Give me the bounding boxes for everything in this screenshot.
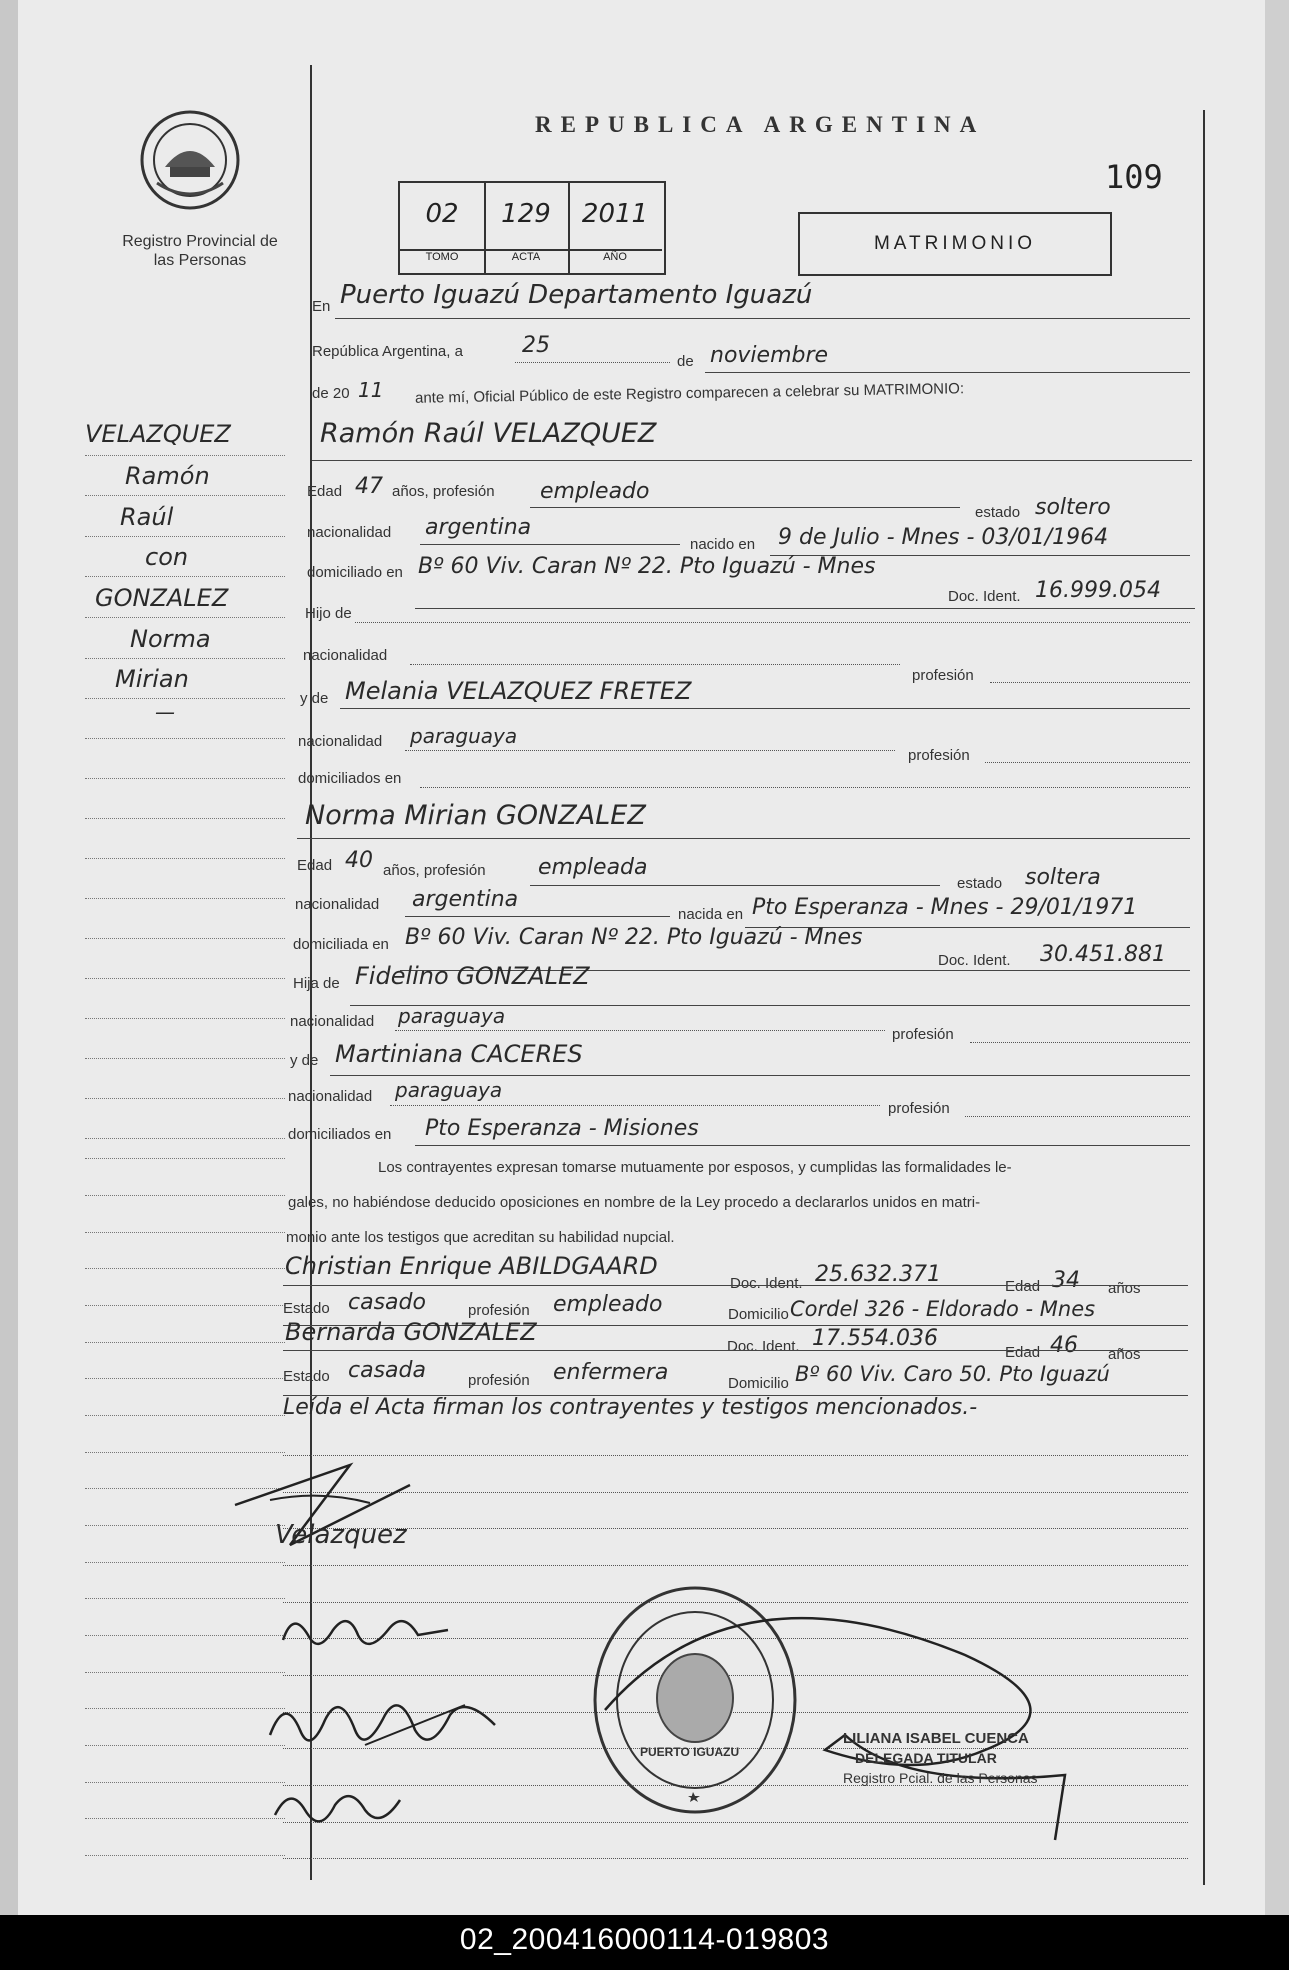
witness1-doc: 25.632.371 — [815, 1262, 941, 1287]
groom-domiciliados-label: domiciliados en — [298, 770, 402, 787]
officer-name: LILIANA ISABEL CUENCA — [843, 1730, 1029, 1747]
country-title: REPUBLICA ARGENTINA — [535, 112, 986, 137]
groom-padre-prof-label: profesión — [912, 667, 974, 684]
bride-madre-prof-line — [965, 1116, 1190, 1117]
day-line — [515, 362, 670, 363]
groom-edad-label: Edad — [307, 483, 343, 500]
stamp-place: PUERTO IGUAZU — [640, 1745, 740, 1759]
groom-nacionalidad: argentina — [425, 515, 532, 540]
record-id-box — [398, 181, 666, 275]
bride-nacionalidad-label: nacionalidad — [295, 896, 380, 913]
bride-padre-label: Hija de — [293, 975, 340, 992]
witness1-anios-label: años — [1108, 1280, 1141, 1297]
bride-domiciliados: Pto Esperanza - Misiones — [425, 1116, 699, 1141]
groom-padre-line — [355, 622, 1190, 623]
ceremony-month: noviembre — [710, 343, 829, 368]
groom-signature-text: Velazquez — [275, 1520, 407, 1550]
groom-madre-prof-line — [985, 762, 1190, 763]
bride-profesion: empleada — [538, 855, 648, 880]
margin-note-line: — — [155, 700, 175, 724]
bride-name-line — [297, 838, 1190, 839]
witness2-name: Bernarda GONZALEZ — [285, 1318, 537, 1346]
declaration-line: monio ante los testigos que acreditan su habilidad nupcial. — [286, 1229, 675, 1246]
witness2-anios-label: años — [1108, 1346, 1141, 1363]
de-label: de — [677, 353, 694, 370]
groom-nacionalidad-label: nacionalidad — [307, 524, 392, 541]
witness2-domicilio-label: Domicilio — [728, 1375, 789, 1392]
groom-domicilio-label: domiciliado en — [307, 564, 403, 581]
groom-madre-prof-label: profesión — [908, 747, 970, 764]
year-label: de 20 — [312, 385, 350, 402]
groom-padre-nac-label: nacionalidad — [303, 647, 388, 664]
tomo-cell — [400, 183, 486, 273]
margin-note-line: Raúl — [120, 503, 174, 531]
witness2-signature — [270, 1780, 410, 1845]
bride-nacionalidad: argentina — [412, 887, 519, 912]
witness1-profesion-label: profesión — [468, 1302, 530, 1319]
groom-dom-line — [415, 608, 1195, 609]
bride-doc-label: Doc. Ident. — [938, 952, 1011, 969]
bride-madre-nac-line — [390, 1105, 880, 1106]
groom-padre-label: Hijo de — [305, 605, 352, 622]
groom-madre: Melania VELAZQUEZ FRETEZ — [345, 677, 692, 705]
bride-estado: soltera — [1025, 865, 1101, 890]
country-label: República Argentina, a — [312, 343, 463, 360]
groom-madre-label: y de — [300, 690, 329, 707]
acta-label: ACTA — [484, 249, 568, 273]
groom-domicilio: Bº 60 Viv. Caran Nº 22. Pto Iguazú - Mnes — [418, 554, 876, 579]
ceremony-day: 25 — [522, 333, 550, 358]
witness2-estado-label: Estado — [283, 1368, 330, 1385]
bride-edad: 40 — [345, 848, 373, 873]
bride-name: Norma Mirian GONZALEZ — [305, 800, 646, 831]
place-line — [335, 318, 1190, 319]
witness2-edad-label: Edad — [1005, 1344, 1041, 1361]
margin-note-line: Ramón — [125, 462, 210, 490]
anio-cell — [568, 183, 662, 273]
groom-padre-nac-line — [410, 664, 900, 665]
groom-nacido-label: nacido en — [690, 536, 756, 553]
acta-value: 129 — [501, 199, 551, 229]
groom-profesion-line — [530, 507, 960, 508]
bride-madre-nac: paraguaya — [395, 1078, 503, 1102]
witness1-estado: casado — [348, 1290, 426, 1315]
groom-name-line — [312, 460, 1192, 461]
groom-nac-line — [420, 544, 680, 545]
bride-nacida: Pto Esperanza - Mnes - 29/01/1971 — [752, 895, 1138, 920]
groom-name: Ramón Raúl VELAZQUEZ — [320, 418, 657, 449]
ceremony-place: Puerto Iguazú Departamento Iguazú — [340, 280, 813, 310]
record-type-box: MATRIMONIO — [798, 212, 1112, 276]
groom-domiciliados-line — [420, 787, 1190, 788]
bride-domiciliados-line — [415, 1145, 1190, 1146]
bride-padre-prof-line — [970, 1042, 1190, 1043]
province-seal-icon — [135, 105, 245, 220]
groom-profesion: empleado — [540, 479, 650, 504]
folio-number: 109 — [1105, 158, 1163, 196]
margin-note-line: VELAZQUEZ — [85, 420, 231, 448]
witness2-estado: casada — [348, 1358, 426, 1383]
groom-nacido: 9 de Julio - Mnes - 03/01/1964 — [778, 525, 1109, 550]
witness1-domicilio-label: Domicilio — [728, 1306, 789, 1323]
groom-madre-nac-label: nacionalidad — [298, 733, 383, 750]
groom-madre-nac: paraguaya — [410, 724, 518, 748]
en-label: En — [312, 298, 331, 315]
bride-padre: Fidelino GONZALEZ — [355, 962, 590, 990]
anio-value: 2011 — [581, 199, 649, 229]
scan-footer — [0, 1915, 1289, 1970]
groom-profesion-label: años, profesión — [392, 483, 495, 500]
margin-note-line: Mirian — [115, 665, 189, 693]
bride-padre-nac-line — [395, 1030, 885, 1031]
witness1-name-line — [283, 1285, 1188, 1286]
witness1-name: Christian Enrique ABILDGAARD — [285, 1252, 658, 1280]
groom-doc: 16.999.054 — [1035, 578, 1161, 603]
groom-madre-line — [340, 708, 1190, 709]
ceremony-statement: ante mí, Oficial Público de este Registro comparecen a celebrar su MATRIMONIO: — [414, 380, 965, 407]
bride-doc: 30.451.881 — [1040, 942, 1166, 967]
acta-cell — [484, 183, 570, 273]
bride-profesion-line — [530, 885, 940, 886]
officer-office: Registro Pcial. de las Personas — [843, 1770, 1038, 1786]
file-name-label: 02_200416000114-019803 — [459, 1923, 830, 1956]
bride-estado-label: estado — [957, 875, 1003, 892]
bride-madre-line — [330, 1075, 1190, 1076]
anio-label: AÑO — [568, 249, 662, 273]
bride-padre-nac-label: nacionalidad — [290, 1013, 375, 1030]
tomo-label: TOMO — [400, 249, 484, 273]
officer-title: DELEGADA TITULAR — [855, 1750, 997, 1766]
margin-note-line: GONZALEZ — [95, 584, 229, 612]
bride-madre: Martiniana CACERES — [335, 1040, 583, 1068]
right-rule — [1203, 110, 1205, 1885]
declaration-line: Los contrayentes expresan tomarse mutuamente por esposos, y cumplidas las formalidades le- — [378, 1159, 1012, 1176]
witness2-doc: 17.554.036 — [812, 1326, 938, 1351]
bride-domicilio-label: domiciliada en — [293, 936, 389, 953]
bride-padre-prof-label: profesión — [892, 1026, 954, 1043]
bride-nac-line — [405, 916, 670, 917]
witness1-profesion: empleado — [553, 1292, 663, 1317]
page-right-edge — [1265, 0, 1289, 1915]
bride-nacida-label: nacida en — [678, 906, 744, 923]
witness1-edad: 34 — [1052, 1268, 1080, 1293]
bride-profesion-label: años, profesión — [383, 862, 486, 879]
witness1-signature — [265, 1685, 505, 1770]
witness1-doc-label: Doc. Ident. — [730, 1275, 803, 1292]
witness2-profesion: enfermera — [553, 1360, 669, 1385]
margin-note-line: con — [145, 543, 189, 571]
witness1-estado-label: Estado — [283, 1300, 330, 1317]
witness2-profesion-label: profesión — [468, 1372, 530, 1389]
officer-signature — [585, 1600, 1085, 1855]
bride-domicilio: Bº 60 Viv. Caran Nº 22. Pto Iguazú - Mnes — [405, 925, 863, 950]
binding-edge — [0, 0, 18, 1915]
groom-padre-prof-line — [990, 682, 1190, 683]
tomo-value: 02 — [425, 199, 459, 229]
bride-madre-nac-label: nacionalidad — [288, 1088, 373, 1105]
bride-padre-nac: paraguaya — [398, 1004, 506, 1028]
groom-doc-label: Doc. Ident. — [948, 588, 1021, 605]
witness2-domicilio: Bº 60 Viv. Caro 50. Pto Iguazú — [795, 1362, 1110, 1386]
witness2-doc-label: Doc. Ident. — [727, 1338, 800, 1355]
groom-signature — [230, 1445, 480, 1570]
groom-madre-nac-line — [405, 750, 895, 751]
witness1-edad-label: Edad — [1005, 1278, 1041, 1295]
witness2-edad: 46 — [1050, 1333, 1078, 1358]
groom-estado: soltero — [1035, 495, 1111, 520]
month-line — [705, 372, 1190, 373]
margin-note-line: Norma — [130, 625, 211, 653]
bride-madre-prof-label: profesión — [888, 1100, 950, 1117]
bride-signature — [278, 1600, 458, 1675]
bride-domiciliados-label: domiciliados en — [288, 1126, 392, 1143]
registry-name: Registro Provincial de las Personas — [122, 233, 278, 269]
bride-madre-label: y de — [290, 1052, 319, 1069]
ceremony-year: 11 — [358, 378, 384, 402]
groom-estado-label: estado — [975, 504, 1021, 521]
witness1-domicilio: Cordel 326 - Eldorado - Mnes — [790, 1297, 1096, 1321]
witness2-name-line — [283, 1350, 1188, 1351]
bride-edad-label: Edad — [297, 857, 333, 874]
declaration-line: gales, no habiéndose deducido oposiciones en nombre de la Ley procedo a declararlos unidos en matri- — [288, 1194, 981, 1211]
closing-note: Leída el Acta firman los contrayentes y testigos mencionados.- — [283, 1395, 978, 1420]
groom-edad: 47 — [355, 474, 383, 499]
